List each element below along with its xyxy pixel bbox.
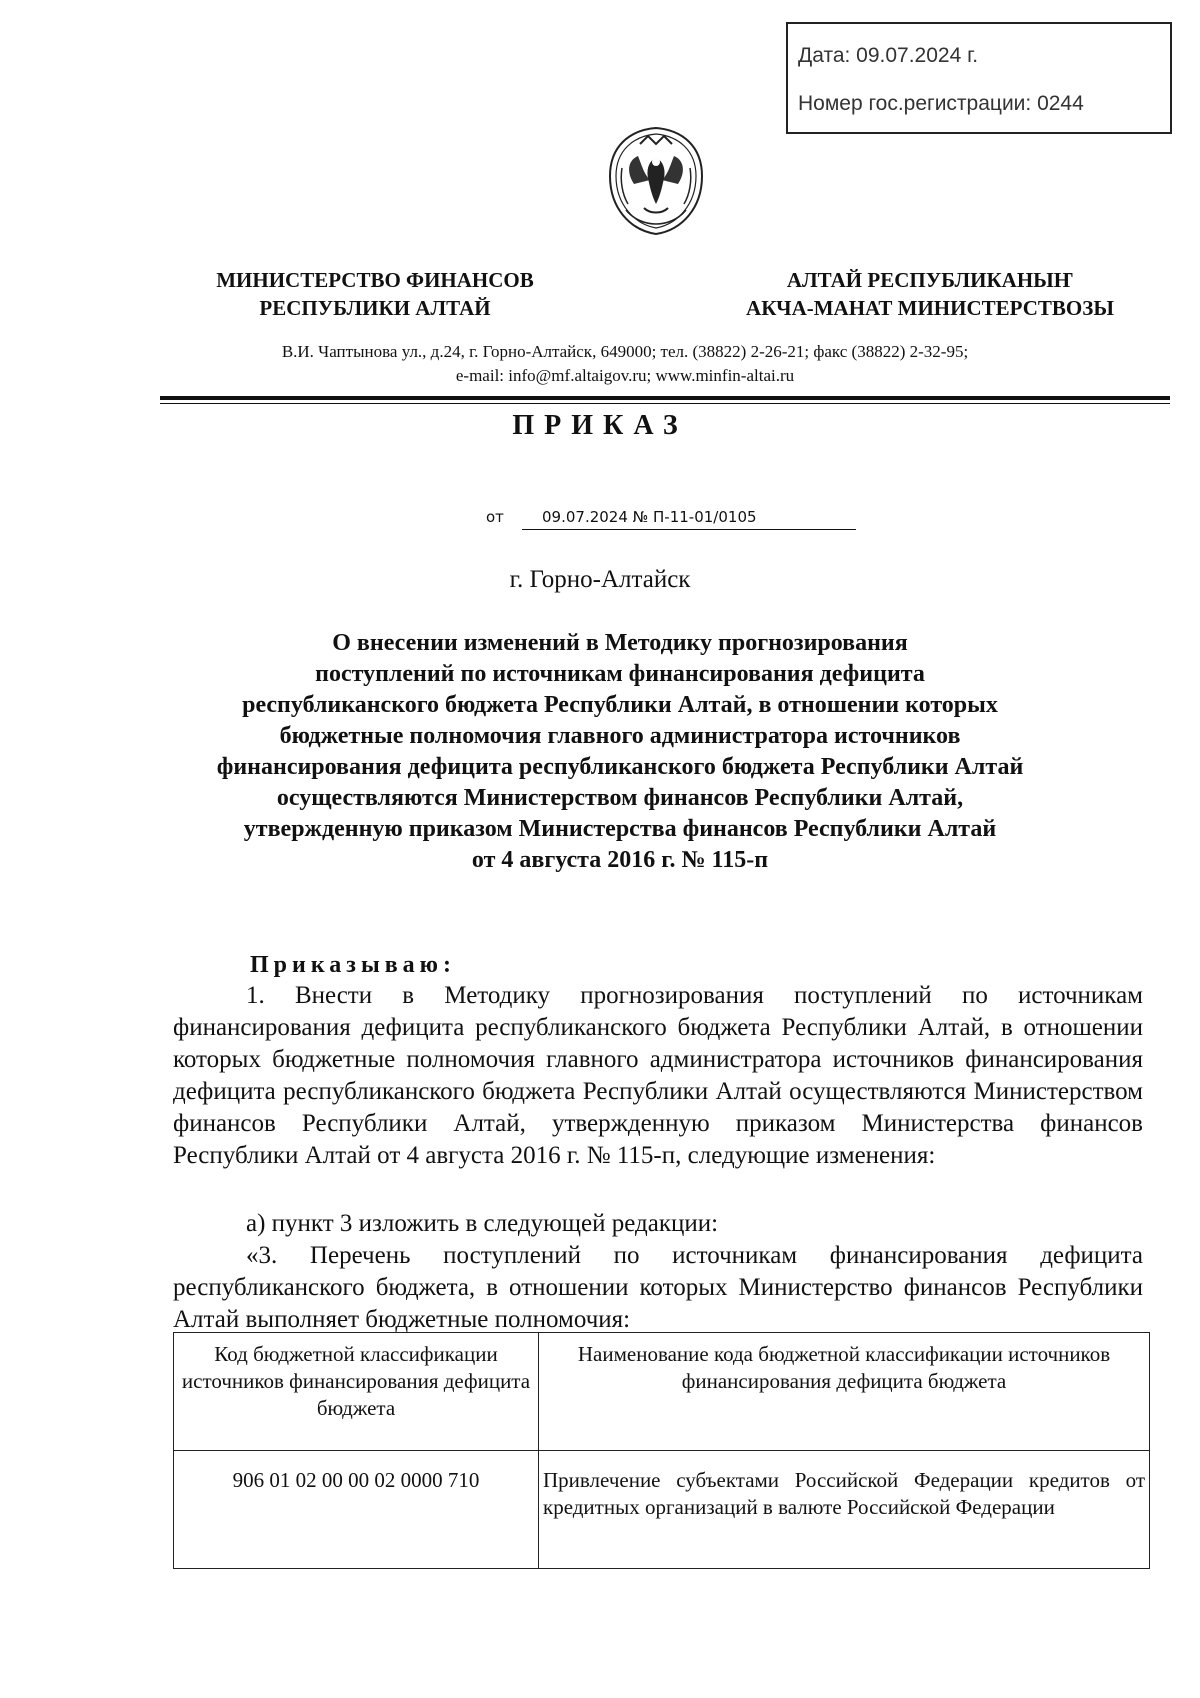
heading-line: утвержденную приказом Министерства финансов Республики Алтай <box>243 816 997 842</box>
heading-line: О внесении изменений в Методику прогнозирования <box>332 630 908 656</box>
heading-line: осуществляются Министерством финансов Республики Алтай, <box>276 785 964 811</box>
ministry-name-alt-line2: АКЧА-МАНАТ МИНИСТЕРСТВОЗЫ <box>746 296 1114 320</box>
address-line2: e-mail: info@mf.altaigov.ru; www.minfin-altai.ru <box>455 366 795 385</box>
heading-line: бюджетные полномочия главного администратора источников <box>279 723 961 749</box>
heading-line: поступлений по источникам финансирования дефицита <box>315 661 925 687</box>
heading-line: финансирования дефицита республиканского бюджета Республики Алтай <box>216 754 1024 780</box>
document-heading <box>150 628 1090 876</box>
heading-line: от 4 августа 2016 г. № 115-п <box>471 847 769 873</box>
document-city: г. Горно-Алтайск <box>509 566 691 593</box>
ministry-address <box>150 340 1100 388</box>
order-directive-word: Приказываю: <box>250 952 456 978</box>
heading-line: республиканского бюджета Республики Алтай, в отношении которых <box>242 692 998 718</box>
stamp-date: Дата: 09.07.2024 г. <box>798 44 979 67</box>
paragraph-3: «3. Перечень поступлений по источникам финансирования дефицита республиканского бюджета, в отношении которых Министерство финансов Республики Алтай выполняет бюджетные полномочия: <box>173 1242 1143 1333</box>
table-cell-name: Привлечение субъектами Российской Федерации кредитов от кредитных организаций в валюте Российской Федерации <box>539 1451 1150 1569</box>
order-number: 09.07.2024 № П-11-01/0105 <box>522 508 856 530</box>
registration-stamp <box>786 22 1172 134</box>
header-divider-thick <box>160 396 1170 400</box>
table-cell-code: 906 01 02 00 00 02 0000 710 <box>174 1451 539 1569</box>
table-row <box>174 1451 1150 1569</box>
address-line1: В.И. Чаптынова ул., д.24, г. Горно-Алтайск, 649000; тел. (38822) 2-26-21; факс (38822) 2-32-95; <box>281 342 969 361</box>
table-header-row <box>174 1333 1150 1451</box>
header-divider-thin <box>160 403 1170 404</box>
budget-classification-table <box>173 1332 1150 1569</box>
ministry-name-altai <box>720 266 1140 322</box>
date-prefix: от <box>486 508 504 526</box>
republic-altai-coat-of-arms-icon <box>604 124 708 238</box>
ministry-name-ru-line2: РЕСПУБЛИКИ АЛТАЙ <box>259 296 491 320</box>
ministry-name-alt-line1: АЛТАЙ РЕСПУБЛИКАНЫҤ <box>786 268 1074 292</box>
stamp-registration-number: Номер гос.регистрации: 0244 <box>798 92 1084 115</box>
paragraph-2: а) пункт 3 изложить в следующей редакции: <box>246 1210 719 1237</box>
document-title: ПРИКАЗ <box>512 410 688 441</box>
ministry-name-ru-line1: МИНИСТЕРСТВО ФИНАНСОВ <box>216 268 534 292</box>
paragraph-1: 1. Внести в Методику прогнозирования поступлений по источникам финансирования дефицита республиканского бюджета Республики Алтай, в отношении которых бюджетные полномочия главного администратора источников финансирования дефицита республиканского бюджета Республики Алтай осуществляются Министерством финансов Республики Алтай, утвержденную приказом Министерства финансов Республики Алтай от 4 августа 2016 г. № 115-п, следующие изменения: <box>173 982 1143 1169</box>
ministry-name-russian <box>190 266 560 322</box>
table-header-name: Наименование кода бюджетной классификации источников финансирования дефицита бюджета <box>539 1333 1150 1451</box>
table-header-code: Код бюджетной классификации источников финансирования дефицита бюджета <box>174 1333 539 1451</box>
